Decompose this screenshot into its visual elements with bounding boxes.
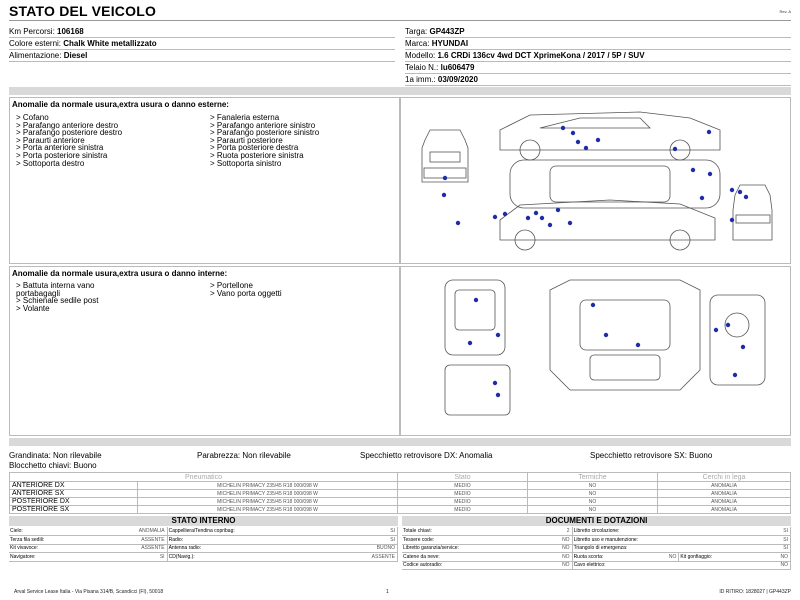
table-row: Cielo: ANOMALIA Cappelliera/Tendina copribag: SI <box>9 527 398 536</box>
table-row: Terza fila sedili: ASSENTE Radio: SI <box>9 536 398 545</box>
tyres-table <box>9 472 791 514</box>
footer-page-number: 1 <box>386 589 389 595</box>
model-row: Modello: 1.6 CRDi 136cv 4wd DCT XprimeKona / 2017 / 5P / SUV <box>405 50 791 62</box>
hail-status: Grandinata: Non rilevabile <box>9 451 102 460</box>
model-value: 1.6 CRDi 136cv 4wd DCT XprimeKona / 2017 / 5P / SUV <box>437 51 645 60</box>
trunk-interior-icon <box>445 280 505 355</box>
windshield-status: Parabrezza: Non rilevabile <box>197 451 291 460</box>
winter-col-header: Termiche <box>528 473 658 482</box>
plate-row: Targa: GP443ZP <box>405 26 791 38</box>
revision-label: Rev. A <box>779 9 791 14</box>
internal-state-title: STATO INTERNO <box>9 516 398 526</box>
internal-state-table <box>9 527 398 562</box>
table-row: Navigatore: SI CD(Navig.): ASSENTE <box>9 553 398 562</box>
footer-company: Arval Service Lease Italia - Via Pisana 314/B, Scandicci (FI), 50018 <box>14 589 164 595</box>
external-damage-list-2: > Fanaleria esterna > Parafango anteriore sinistro > Parafango posteriore sinistro > Paraurti posteriore > Porta posteriore destra > Ruota posteriore sinistra > Sottoporta sinistro <box>210 113 320 168</box>
registration-value: 03/09/2020 <box>437 75 478 84</box>
table-row: Kit vivavoce: ASSENTE Antenna radio: BUONO <box>9 544 398 553</box>
car-front-view-icon <box>422 130 468 182</box>
dashboard-icon <box>710 295 765 385</box>
section-bar <box>9 87 791 95</box>
table-row: Totale chiavi: 2 Libretto circolazione: SI <box>402 527 791 536</box>
footer-id: ID RITIRO: 1828027 | GP443ZP <box>719 589 791 595</box>
tyre-col-header: Pneumatico <box>10 473 398 482</box>
section-bar-2 <box>9 438 791 446</box>
fuel-value: Diesel <box>63 51 88 60</box>
internal-damage-markers <box>468 298 745 397</box>
table-row: Catene da neve: NO Ruota scorta: NO Kit gonfiaggio: NO <box>402 553 791 562</box>
km-value: 106168 <box>57 27 84 36</box>
cabin-interior-icon <box>550 280 700 390</box>
vin-value: lu606479 <box>440 63 475 72</box>
vin-row: Telaio N.: lu606479 <box>405 62 791 74</box>
key-lock-status: Blocchetto chiavi: Buono <box>9 461 97 470</box>
car-top-view-icon <box>510 160 720 208</box>
color-value: Chalk White metallizzato <box>63 39 157 48</box>
registration-row: 1a imm.: 03/09/2020 <box>405 74 791 86</box>
external-car-diagram <box>410 100 782 262</box>
fuel-row: Alimentazione: Diesel <box>9 50 395 62</box>
external-damage-list-1: > Cofano > Parafango anteriore destro > Parafango posteriore destro > Paraurti anteriore > Porta anteriore sinistra > Porta posteriore sinistra > Sottoporta destro <box>16 113 123 168</box>
state-col-header: Stato <box>398 473 528 482</box>
table-row: ANTERIORE SX MICHELIN PRIMACY 235/45 R18 000/098 W MEDIO NO ANOMALIA <box>10 490 791 498</box>
table-row: Libretto garanzia/service: NO Triangolo di emergenza: SI <box>402 544 791 553</box>
table-row: POSTERIORE DX MICHELIN PRIMACY 235/45 R18 000/098 W MEDIO NO ANOMALIA <box>10 498 791 506</box>
brand-row: Marca: HYUNDAI <box>405 38 791 50</box>
door-panel-icon <box>445 365 510 415</box>
mirror-right-status: Specchietto retrovisore DX: Anomalia <box>360 451 493 460</box>
page-title: STATO DEL VEICOLO <box>9 3 157 19</box>
internal-damage-list-1: > Battuta interna vano portabagagli > Schienale sedile post > Volante <box>16 281 99 313</box>
mirror-left-status: Specchietto retrovisore SX: Buono <box>590 451 713 460</box>
table-row: POSTERIORE SX MICHELIN PRIMACY 235/45 R18 000/098 W MEDIO NO ANOMALIA <box>10 506 791 514</box>
table-row: Tessere code: NO Libretto uso e manutenzione: SI <box>402 536 791 545</box>
plate-value: GP443ZP <box>429 27 465 36</box>
rims-col-header: Cerchi in lega <box>658 473 791 482</box>
tyres-header-row <box>10 473 791 482</box>
table-row: ANTERIORE DX MICHELIN PRIMACY 235/45 R18 000/098 W MEDIO NO ANOMALIA <box>10 482 791 490</box>
km-row: Km Percorsi: 106168 <box>9 26 395 38</box>
internal-damage-list-2: > Portellone > Vano porta oggetti <box>210 281 282 298</box>
internal-car-diagram <box>410 270 782 432</box>
external-damage-markers <box>442 126 748 227</box>
documents-table <box>402 527 791 570</box>
car-side-view-left-icon <box>500 200 715 250</box>
internal-damage-title: Anomalie da normale usura,extra usura o danno interne: <box>12 269 228 278</box>
title-divider <box>9 20 791 21</box>
brand-value: HYUNDAI <box>431 39 469 48</box>
color-row: Colore esterni: Chalk White metallizzato <box>9 38 395 50</box>
table-row: Codice autoradio: NO Cavo elettrico: NO <box>402 561 791 570</box>
external-damage-title: Anomalie da normale usura,extra usura o danno esterne: <box>12 100 229 109</box>
documents-title: DOCUMENTI E DOTAZIONI <box>402 516 791 526</box>
car-side-view-right-icon <box>500 112 720 160</box>
